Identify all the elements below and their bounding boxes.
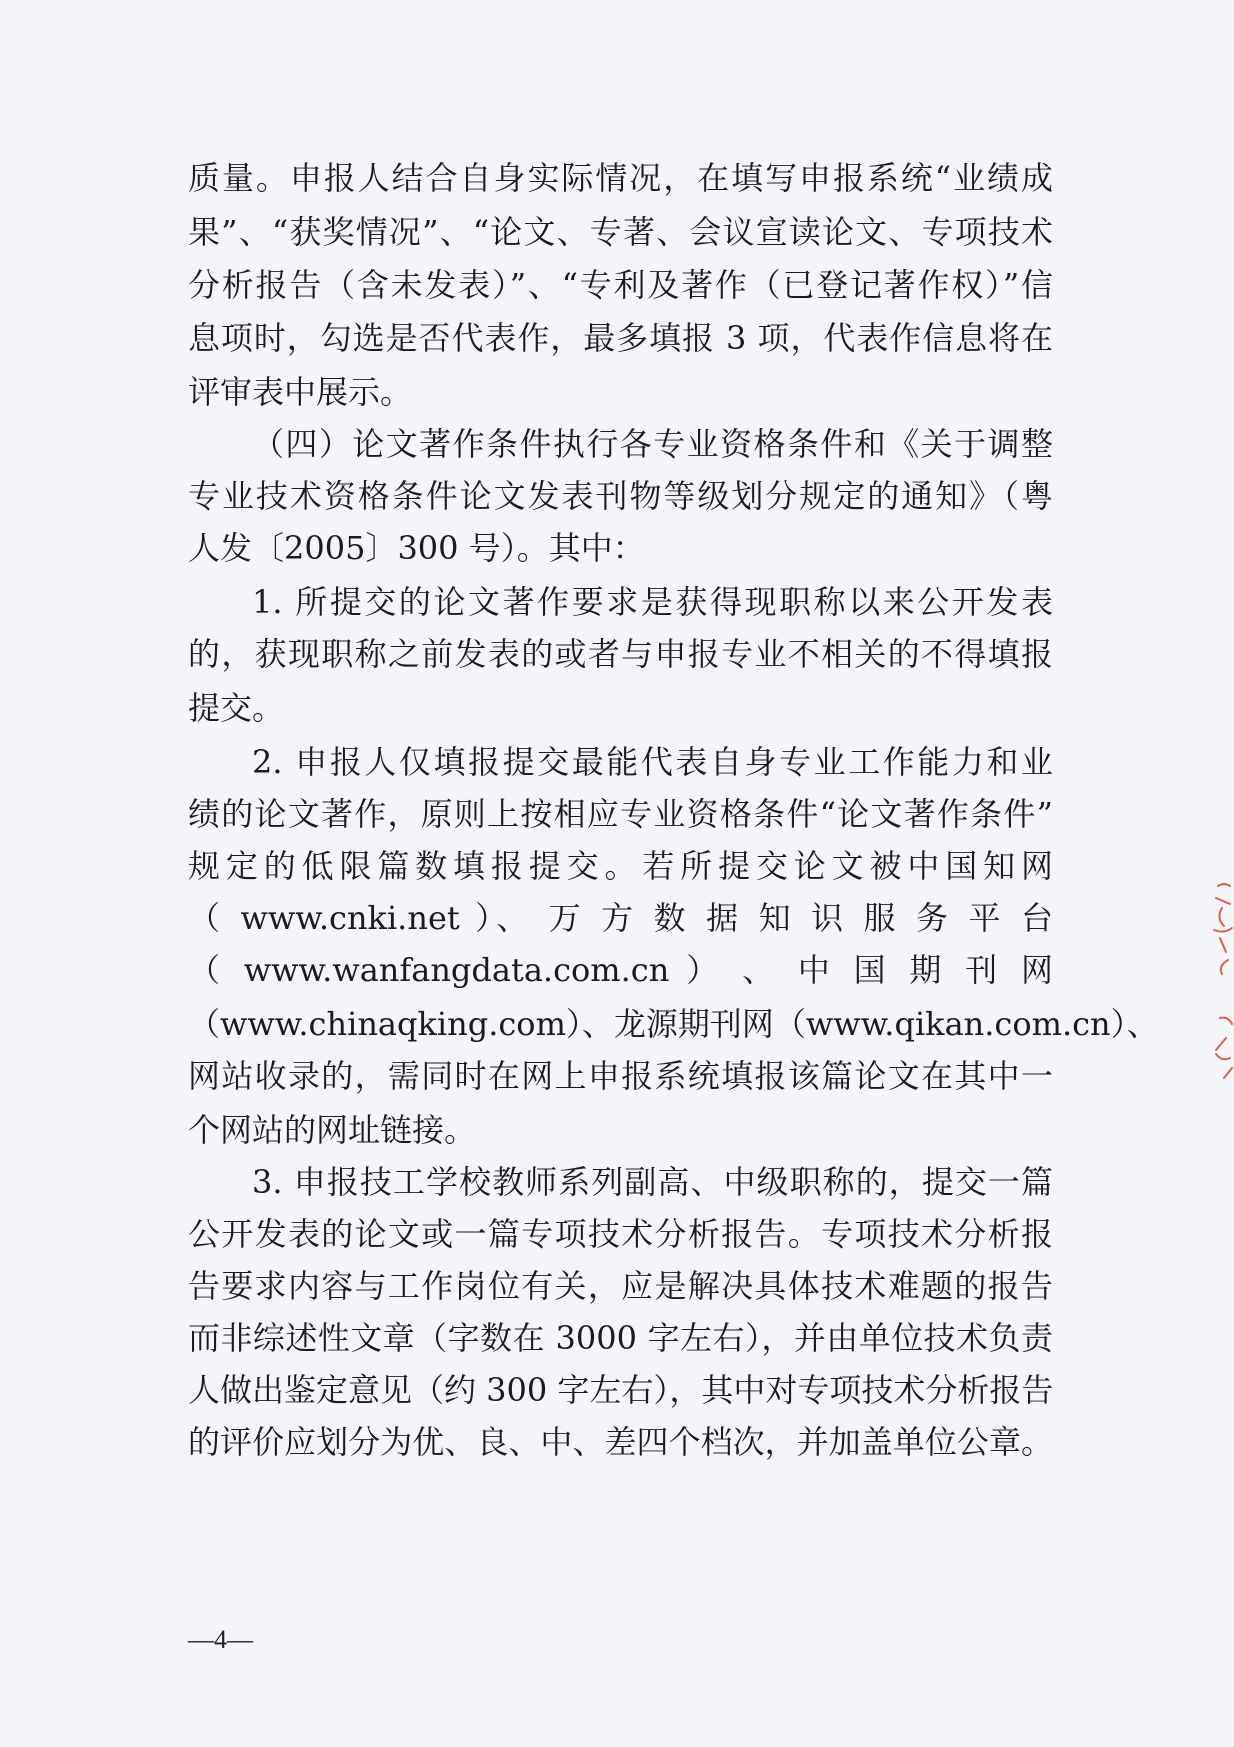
text-line: 人发〔2005〕300 号）。其中： [188, 529, 645, 567]
text-line: 评审表中展示。 [188, 373, 413, 411]
text-line: （四）论文著作条件执行各专业资格条件和《关于调整 [252, 425, 1053, 463]
text-line: 的评价应划分为优、良、中、差四个档次，并加盖单位公章。 [188, 1423, 1053, 1461]
text-line: 公开发表的论文或一篇专项技术分析报告。专项技术分析报 [188, 1215, 1053, 1253]
text-line: 3. 申报技工学校教师系列副高、中级职称的，提交一篇 [252, 1163, 1053, 1201]
red-seal-fragment [1198, 868, 1234, 1108]
text-line: 网站收录的，需同时在网上申报系统填报该篇论文在其中一 [188, 1057, 1053, 1095]
text-line: 分析报告（含未发表）”、“专利及著作（已登记著作权）”信 [188, 266, 1053, 304]
page-number: —4— [188, 1625, 253, 1654]
text-line: 果”、“获奖情况”、“论文、专著、会议宣读论文、专项技术 [188, 213, 1053, 251]
text-line: 质量。申报人结合自身实际情况，在填写申报系统“业绩成 [188, 159, 1053, 197]
text-line: 规定的低限篇数填报提交。若所提交论文被中国知网 [188, 847, 1053, 885]
text-line: （ www.cnki.net ）、 万 方 数 据 知 识 服 务 平 台 [188, 899, 1053, 937]
text-line: （www.chinaqking.com）、龙源期刊网（www.qikan.com.cn）、 [188, 1005, 1159, 1043]
text-line: 人做出鉴定意见（约 300 字左右），其中对专项技术分析报告 [188, 1371, 1054, 1409]
text-line: 提交。 [188, 689, 285, 727]
text-line: （ www.wanfangdata.com.cn ） 、 中 国 期 刊 网 [188, 951, 1053, 989]
text-line: 2. 申报人仅填报提交最能代表自身专业工作能力和业 [252, 743, 1053, 781]
text-line: 而非综述性文章（字数在 3000 字左右），并由单位技术负责 [188, 1319, 1053, 1357]
text-line: 告要求内容与工作岗位有关，应是解决具体技术难题的报告 [188, 1267, 1053, 1305]
text-line: 1. 所提交的论文著作要求是获得现职称以来公开发表 [252, 583, 1053, 621]
text-line: 息项时，勾选是否代表作，最多填报 3 项，代表作信息将在 [188, 319, 1053, 357]
text-line: 的，获现职称之前发表的或者与申报专业不相关的不得填报 [188, 635, 1053, 673]
text-line: 个网站的网址链接。 [188, 1111, 477, 1149]
text-line: 专业技术资格条件论文发表刊物等级划分规定的通知》（粤 [188, 477, 1053, 515]
text-line: 绩的论文著作，原则上按相应专业资格条件“论文著作条件” [188, 795, 1053, 833]
